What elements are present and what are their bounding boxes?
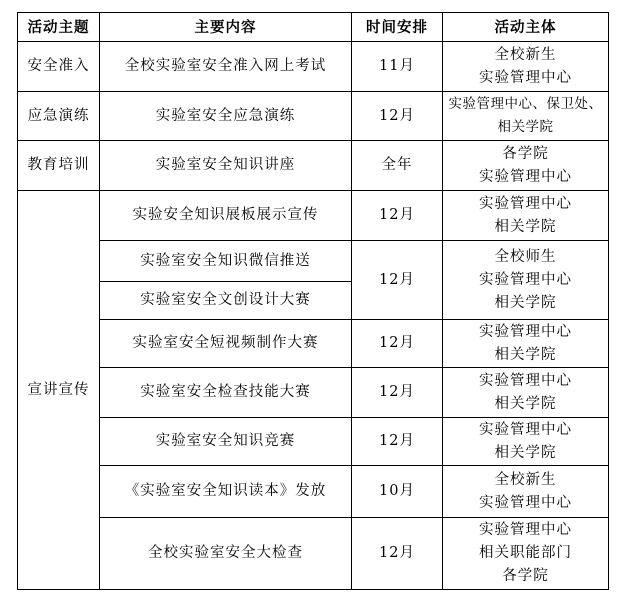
subject-line: 相关学院 bbox=[494, 346, 557, 363]
subject-line: 全校新生 bbox=[494, 471, 557, 488]
subject-cell bbox=[443, 141, 609, 191]
table-row bbox=[18, 42, 609, 92]
subject-line: 相关学院 bbox=[497, 119, 554, 135]
time-cell: 12月 bbox=[352, 418, 443, 466]
time-cell: 12月 bbox=[352, 241, 443, 320]
topic-cell: 安全准入 bbox=[18, 42, 100, 92]
subject-line: 各学院 bbox=[502, 145, 549, 162]
header-subject: 活动主体 bbox=[443, 13, 609, 42]
subject-line: 实验管理中心 bbox=[479, 522, 572, 538]
subject-cell bbox=[443, 92, 609, 141]
subject-line: 实验管理中心 bbox=[479, 421, 572, 438]
time-cell: 10月 bbox=[352, 466, 443, 518]
subject-line: 实验管理中心 bbox=[479, 168, 572, 185]
subject-line: 实验管理中心 bbox=[479, 271, 572, 288]
subject-line: 相关学院 bbox=[494, 395, 557, 412]
content-cell: 实验室安全应急演练 bbox=[100, 92, 352, 141]
content-cell: 实验室安全文创设计大赛 bbox=[100, 282, 352, 320]
table-row bbox=[18, 368, 609, 418]
content-cell: 实验安全知识展板展示宣传 bbox=[100, 191, 352, 241]
topic-cell: 应急演练 bbox=[18, 92, 100, 141]
content-cell: 实验室安全知识微信推送 bbox=[100, 241, 352, 282]
subject-line: 相关学院 bbox=[494, 294, 557, 311]
subject-line: 实验管理中心 bbox=[479, 195, 572, 212]
content-cell: 《实验室安全知识读本》发放 bbox=[100, 466, 352, 518]
time-cell: 12月 bbox=[352, 191, 443, 241]
subject-line: 实验管理中心 bbox=[479, 69, 572, 86]
subject-line: 实验管理中心 bbox=[479, 323, 572, 340]
time-cell: 12月 bbox=[352, 320, 443, 368]
subject-cell bbox=[443, 191, 609, 241]
header-time: 时间安排 bbox=[352, 13, 443, 42]
table-row bbox=[18, 518, 609, 590]
content-cell: 实验室安全短视频制作大赛 bbox=[100, 320, 352, 368]
subject-line: 相关职能部门 bbox=[479, 545, 572, 561]
subject-line: 全校师生 bbox=[494, 248, 557, 265]
table-row bbox=[18, 141, 609, 191]
time-cell: 12月 bbox=[352, 92, 443, 141]
table-row bbox=[18, 241, 609, 282]
activity-schedule-table bbox=[17, 12, 609, 590]
subject-line: 实验管理中心、保卫处、 bbox=[448, 96, 603, 112]
subject-line: 全校新生 bbox=[494, 46, 557, 63]
table-row bbox=[18, 191, 609, 241]
subject-line: 实验管理中心 bbox=[479, 372, 572, 389]
header-content: 主要内容 bbox=[100, 13, 352, 42]
time-cell: 11月 bbox=[352, 42, 443, 92]
topic-cell: 宣讲宣传 bbox=[18, 191, 100, 590]
topic-cell: 教育培训 bbox=[18, 141, 100, 191]
subject-cell bbox=[443, 320, 609, 368]
time-cell: 12月 bbox=[352, 518, 443, 590]
subject-line: 相关学院 bbox=[494, 218, 557, 235]
table-row bbox=[18, 320, 609, 368]
time-cell: 12月 bbox=[352, 368, 443, 418]
subject-cell bbox=[443, 42, 609, 92]
subject-cell bbox=[443, 518, 609, 590]
table-row bbox=[18, 92, 609, 141]
table-header-row bbox=[18, 13, 609, 42]
subject-cell bbox=[443, 368, 609, 418]
subject-line: 实验管理中心 bbox=[479, 494, 572, 511]
content-cell: 实验室安全知识竞赛 bbox=[100, 418, 352, 466]
subject-cell bbox=[443, 241, 609, 320]
content-cell: 实验室安全检查技能大赛 bbox=[100, 368, 352, 418]
table-row bbox=[18, 418, 609, 466]
content-cell: 全校实验室安全大检查 bbox=[100, 518, 352, 590]
table-row bbox=[18, 466, 609, 518]
subject-cell bbox=[443, 418, 609, 466]
time-cell: 全年 bbox=[352, 141, 443, 191]
header-topic: 活动主题 bbox=[18, 13, 100, 42]
subject-cell bbox=[443, 466, 609, 518]
subject-line: 各学院 bbox=[502, 568, 549, 584]
content-cell: 实验室安全知识讲座 bbox=[100, 141, 352, 191]
subject-line: 相关学院 bbox=[494, 444, 557, 461]
content-cell: 全校实验室安全准入网上考试 bbox=[100, 42, 352, 92]
